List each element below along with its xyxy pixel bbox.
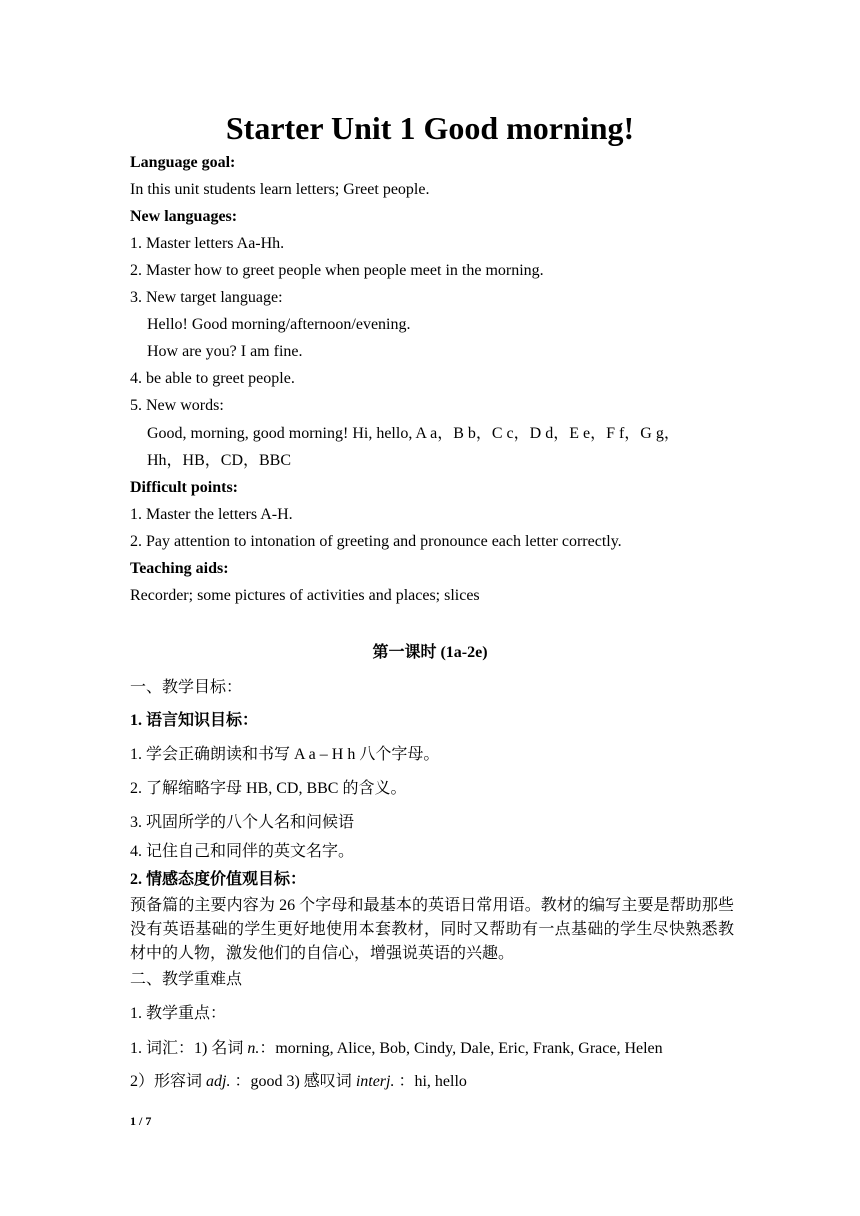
new-languages-item-3a: Hello! Good morning/afternoon/evening.	[147, 316, 411, 333]
new-languages-item-3b: How are you? I am fine.	[147, 343, 303, 360]
language-goal-text: In this unit students learn letters; Greet people.	[130, 181, 430, 198]
adj-abbr: adj.	[206, 1073, 231, 1090]
new-languages-item-1: 1. Master letters Aa-Hh.	[130, 235, 285, 252]
teaching-focus: 1. 教学重点：	[130, 1005, 227, 1022]
interj-abbr: interj.	[355, 1073, 395, 1090]
new-languages-heading: New languages:	[130, 208, 238, 225]
new-languages-item-3: 3. New target language:	[130, 289, 283, 306]
difficult-points-item-1: 1. Master the letters A-H.	[130, 506, 293, 523]
difficult-points-heading: Difficult points:	[130, 479, 238, 496]
section-key-difficult-points: 二、教学重难点	[130, 971, 243, 988]
vocab-nouns-prefix: 1. 词汇：1) 名词	[130, 1040, 248, 1057]
lesson-heading: 第一课时 (1a-2e)	[372, 644, 488, 661]
attitude-paragraph: 预备篇的主要内容为 26 个字母和最基本的英语日常用语。教材的编写主要是帮助那些没有英语基础的学生更好地使用本套教材，同时又帮助有一点基础的学生尽快熟悉教材中的人物，激发他们的自信心，增强说英语的兴趣。	[130, 897, 734, 962]
new-languages-item-5: 5. New words:	[130, 397, 224, 414]
subheading-language-knowledge: 1. 语言知识目标：	[130, 712, 259, 729]
new-words-line-2: Hh，HB，CD，BBC	[147, 452, 292, 469]
goal-item-2: 2. 了解缩略字母 HB, CD, BBC 的含义。	[130, 780, 407, 797]
language-goal-heading: Language goal:	[130, 154, 236, 171]
teaching-aids-text: Recorder; some pictures of activities and places; slices	[130, 587, 480, 604]
subheading-attitude-values: 2. 情感态度价值观目标：	[130, 871, 307, 888]
vocabulary-line-2	[130, 1072, 467, 1092]
vocab-adj-prefix: 2）形容词	[130, 1073, 207, 1090]
new-languages-item-4: 4. be able to greet people.	[130, 370, 295, 387]
goal-item-1: 1. 学会正确朗读和书写 A a – H h 八个字母。	[130, 746, 440, 763]
vocab-adj-mid: ：good 3) 感叹词	[230, 1073, 356, 1090]
goal-item-3: 3. 巩固所学的八个人名和问候语	[130, 814, 355, 831]
difficult-points-item-2: 2. Pay attention to intonation of greeting and pronounce each letter correctly.	[130, 533, 622, 550]
page-title: Starter Unit 1 Good morning!	[225, 110, 635, 146]
vocab-nouns-list: ：morning, Alice, Bob, Cindy, Dale, Eric, Frank, Grace, Helen	[259, 1040, 663, 1057]
vocab-interj-list: ：hi, hello	[394, 1073, 467, 1090]
teaching-aids-heading: Teaching aids:	[130, 560, 229, 577]
new-languages-item-2: 2. Master how to greet people when people meet in the morning.	[130, 262, 544, 279]
page-number: 1 / 7	[130, 1114, 152, 1128]
section-teaching-goals: 一、教学目标：	[130, 679, 243, 696]
noun-abbr: n.	[247, 1040, 260, 1057]
new-words-line-1: Good, morning, good morning! Hi, hello, A a，B b，C c，D d，E e，F f，G g，	[147, 425, 680, 442]
goal-item-4: 4. 记住自己和同伴的英文名字。	[130, 843, 355, 860]
vocabulary-line-1	[130, 1039, 663, 1059]
